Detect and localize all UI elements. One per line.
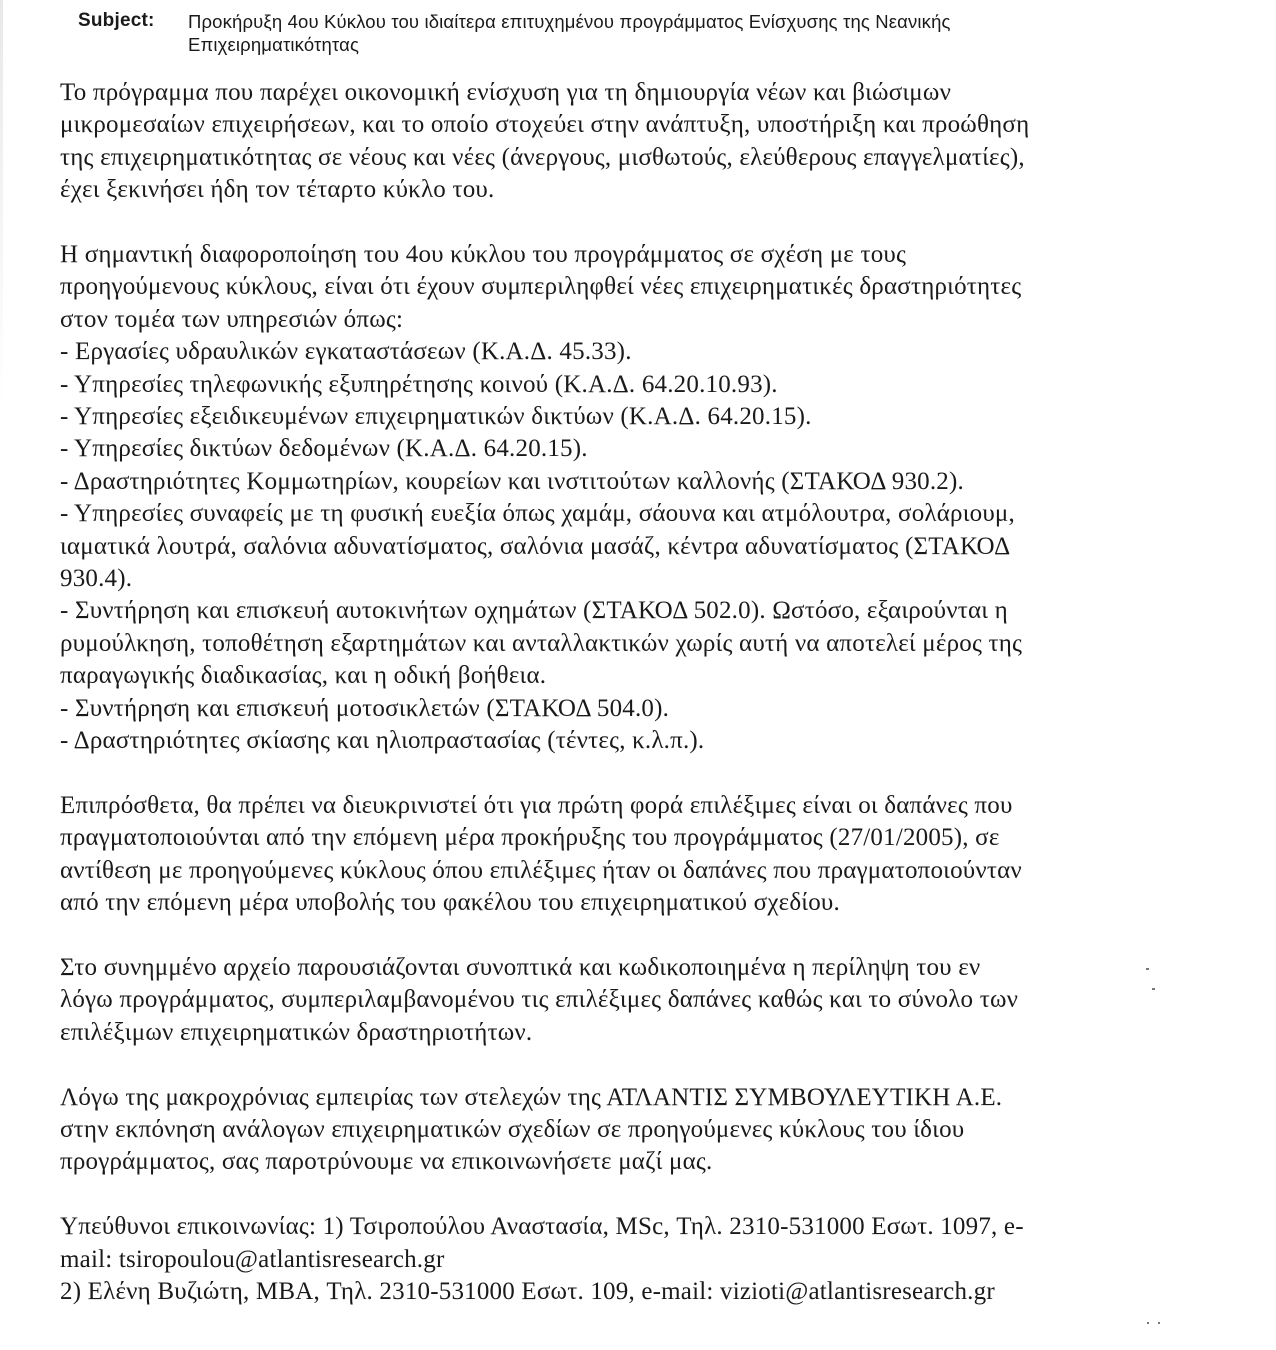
text-line: Η σημαντική διαφοροποίηση του 4ου κύκλου του προγράμματος σε σχέση με τους <box>60 241 907 269</box>
scan-speck <box>1146 968 1149 970</box>
subject-line: Προκήρυξη 4ου Κύκλου του ιδιαίτερα επιτυχημένου προγράμματος Ενίσχυσης της Νεανικής <box>188 11 951 32</box>
paragraph-experience <box>60 1082 1200 1179</box>
list-item-continued: ιαματικά λουτρά, σαλόνια αδυνατίσματος, σαλόνια μασάζ, κέντρα αδυνατίσματος (ΣΤΑΚΟΔ <box>60 532 1011 560</box>
letter-body <box>60 77 1200 1341</box>
paragraph-eligible-expenses <box>60 790 1200 920</box>
text-line: προηγούμενους κύκλους, είναι ότι έχουν συμπεριληφθεί νέες επιχειρηματικές δραστηριότητες <box>60 273 1022 301</box>
text-line: προγράμματος, σας παροτρύνουμε να επικοινωνήσετε μαζί μας. <box>60 1148 713 1176</box>
list-item: - Υπηρεσίες δικτύων δεδομένων (Κ.Α.Δ. 64.20.15). <box>60 435 588 463</box>
scan-speck <box>1147 1322 1149 1324</box>
text-line: μικρομεσαίων επιχειρήσεων, και το οποίο στοχεύει στην ανάπτυξη, υποστήριξη και προώθηση <box>60 111 1030 139</box>
text-line: επιλέξιμων επιχειρηματικών δραστηριοτήτων. <box>60 1018 533 1046</box>
list-item: - Εργασίες υδραυλικών εγκαταστάσεων (Κ.Α.Δ. 45.33). <box>60 338 632 366</box>
text-line: από την επόμενη μέρα υποβολής του φακέλου του επιχειρηματικού σχεδίου. <box>60 889 840 917</box>
scan-speck <box>1152 988 1155 990</box>
text-line: πραγματοποιούνται από την επόμενη μέρα προκήρυξης του προγράμματος (27/01/2005), σε <box>60 824 1000 852</box>
text-line: Στο συνημμένο αρχείο παρουσιάζονται συνοπτικά και κωδικοποιημένα η περίληψη του εν <box>60 953 981 981</box>
subject-label: Subject: <box>78 10 155 31</box>
text-line: στον τομέα των υπηρεσιών όπως: <box>60 305 404 333</box>
list-item: - Υπηρεσίες εξειδικευμένων επιχειρηματικών δικτύων (Κ.Α.Δ. 64.20.15). <box>60 403 812 431</box>
subject-text <box>188 10 1088 56</box>
text-line: έχει ξεκινήσει ήδη τον τέταρτο κύκλο του. <box>60 176 495 204</box>
contact-line: mail: tsiropoulou@atlantisresearch.gr <box>60 1245 445 1273</box>
scan-edge-shadow <box>0 0 3 1350</box>
list-item-continued: ρυμούλκηση, τοποθέτηση εξαρτημάτων και ανταλλακτικών χωρίς αυτή να αποτελεί μέρος της <box>60 629 1023 657</box>
list-item: - Συντήρηση και επισκευή αυτοκινήτων οχημάτων (ΣΤΑΚΟΔ 502.0). Ωστόσο, εξαιρούνται η <box>60 597 1008 625</box>
text-line: Το πρόγραμμα που παρέχει οικονομική ενίσχυση για τη δημιουργία νέων και βιώσιμων <box>60 79 952 106</box>
list-item: - Υπηρεσίες συναφείς με τη φυσική ευεξία όπως χαμάμ, σάουνα και ατμόλουτρα, σολάριουμ, <box>60 500 1015 528</box>
list-item: - Δραστηριότητες σκίασης και ηλιοπραστασίας (τέντες, κ.λ.π.). <box>60 727 705 755</box>
paragraph-attachment <box>60 952 1200 1049</box>
list-item-continued: παραγωγικής διαδικασίας, και η οδική βοήθεια. <box>60 662 547 690</box>
contact-line: 2) Ελένη Βυζιώτη, MBA, Τηλ. 2310-531000 Εσωτ. 109, e-mail: vizioti@atlantisresearch.gr <box>60 1277 995 1305</box>
list-item-continued: 930.4). <box>60 565 133 593</box>
text-line: αντίθεση με προηγούμενες κύκλους όπου επιλέξιμες ήταν οι δαπάνες που πραγματοποιούνταν <box>60 856 1022 884</box>
text-line: Επιπρόσθετα, θα πρέπει να διευκρινιστεί ότι για πρώτη φορά επιλέξιμες είναι οι δαπάνες που <box>60 791 1013 819</box>
text-line: Λόγω της μακροχρόνιας εμπειρίας των στελεχών της ΑΤΛΑΝΤΙΣ ΣΥΜΒΟΥΛΕΥΤΙΚΗ Α.Ε. <box>60 1083 1003 1111</box>
text-line: στην εκπόνηση ανάλογων επιχειρηματικών σχεδίων σε προηγούμενες κύκλους του ίδιου <box>60 1115 965 1143</box>
paragraph-intro <box>60 77 1200 207</box>
scan-speck <box>1158 1322 1160 1324</box>
list-item: - Συντήρηση και επισκευή μοτοσικλετών (ΣΤΑΚΟΔ 504.0). <box>60 694 670 722</box>
paragraph-contacts <box>60 1211 1200 1308</box>
list-item: - Υπηρεσίες τηλεφωνικής εξυπηρέτησης κοινού (Κ.Α.Δ. 64.20.10.93). <box>60 370 778 398</box>
subject-line: Επιχειρηματικότητας <box>188 34 360 55</box>
list-item: - Δραστηριότητες Κομμωτηρίων, κουρείων και ινστιτούτων καλλονής (ΣΤΑΚΟΔ 930.2). <box>60 467 964 495</box>
contact-line: Υπεύθυνοι επικοινωνίας: 1) Τσιροπούλου Αναστασία, MSc, Τηλ. 2310-531000 Εσωτ. 1097, e- <box>60 1213 1024 1241</box>
text-line: της επιχειρηματικότητας σε νέους και νέες (άνεργους, μισθωτούς, ελεύθερους επαγγελματίες), <box>60 143 1025 171</box>
text-line: λόγω προγράμματος, συμπεριλαμβανομένου τις επιλέξιμες δαπάνες καθώς και το σύνολο των <box>60 986 1019 1014</box>
paragraph-new-activities <box>60 239 1200 758</box>
